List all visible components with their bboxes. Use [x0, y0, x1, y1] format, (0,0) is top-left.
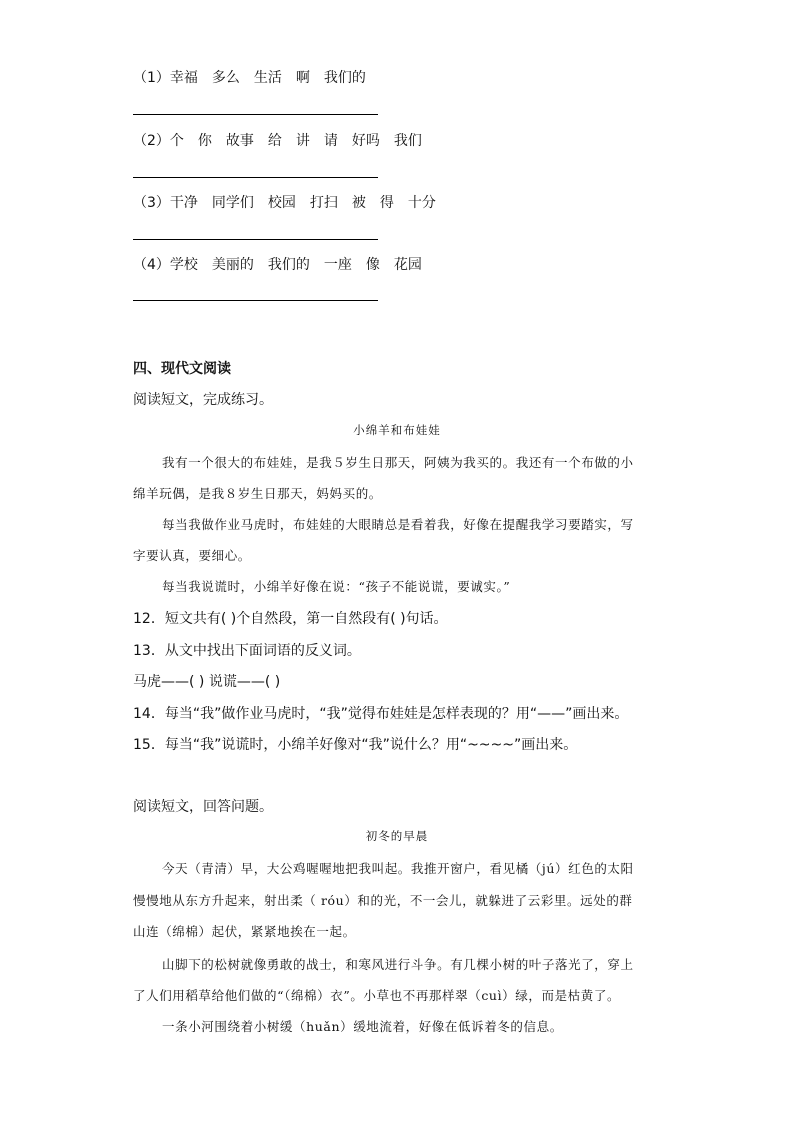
reorder-item-3: [133, 192, 450, 212]
word: 生活: [253, 70, 282, 86]
word: 好吗: [351, 133, 380, 149]
word: 幸福: [169, 70, 198, 86]
word: 像: [365, 257, 380, 273]
answer-line[interactable]: [133, 177, 378, 178]
answer-line[interactable]: [133, 300, 378, 301]
word: 多么: [211, 70, 240, 86]
reorder-item-2: [133, 130, 436, 150]
answer-line[interactable]: [133, 114, 378, 115]
word: 得: [379, 195, 394, 211]
question-14: 14．每当“我”做作业马虎时，“我”觉得布娃娃是怎样表现的？用“——”画出来。: [133, 706, 629, 722]
passage-line: 了人们用稻草给他们做的“（绵棉）衣”。小草也不再那样翠（cuì）绿，而是枯黄了。: [133, 988, 621, 1003]
word: 校园: [267, 195, 296, 211]
passage-line: 一条小河围绕着小树缓（huǎn）缓地流着，好像在低诉着冬的信息。: [162, 1019, 563, 1034]
word: 请: [323, 133, 338, 149]
word: 干净: [169, 195, 198, 211]
reorder-item-4: [133, 254, 436, 274]
passage-line: 慢慢地从东方升起来，射出柔（ róu）和的光，不一会儿，就躲进了云彩里。远处的群: [133, 893, 633, 908]
word: 你: [197, 133, 212, 149]
word: 我们: [393, 133, 422, 149]
word: 啊: [295, 70, 310, 86]
item-number: （3）: [133, 195, 170, 211]
passage-line: 今天（青清）早，大公鸡喔喔地把我叫起。我推开窗户，看见橘（jú）红色的太阳: [162, 861, 634, 876]
section-heading: 四、现代文阅读: [133, 361, 231, 377]
word: 十分: [407, 195, 436, 211]
passage-line: 山脚下的松树就像勇敢的战士，和寒风进行斗争。有几棵小树的叶子落光了，穿上: [162, 957, 634, 972]
question-13-blanks: 马虎——( ) 说谎——( ): [133, 674, 281, 690]
word: 一座: [323, 257, 352, 273]
word: 我们的: [323, 70, 366, 86]
word: 学校: [169, 257, 198, 273]
passage-title: 初冬的早晨: [365, 829, 429, 843]
item-number: （4）: [133, 257, 170, 273]
word: 我们的: [267, 257, 310, 273]
word: 给: [267, 133, 282, 149]
word: 美丽的: [211, 257, 254, 273]
passage-line: 绵羊玩偶，是我８岁生日那天，妈妈买的。: [133, 486, 382, 501]
question-13: 13．从文中找出下面词语的反义词。: [133, 643, 361, 659]
question-15: 15．每当“我”说谎时，小绵羊好像对“我”说什么？用“~~~~”画出来。: [133, 737, 578, 753]
word: 个: [169, 133, 184, 149]
reorder-item-1: [133, 67, 380, 87]
answer-line[interactable]: [133, 239, 378, 240]
item-number: （2）: [133, 133, 170, 149]
passage-line: 字要认真，要细心。: [133, 548, 251, 563]
passage-line: 每当我说谎时，小绵羊好像在说：“孩子不能说谎，要诚实。”: [162, 579, 511, 594]
word: 讲: [295, 133, 310, 149]
item-number: （1）: [133, 70, 170, 86]
word: 花园: [393, 257, 422, 273]
passage-line: 每当我做作业马虎时，布娃娃的大眼睛总是看着我，好像在提醒我学习要踏实，写: [162, 517, 634, 532]
word: 打扫: [309, 195, 338, 211]
passage-line: 山连（绵棉）起伏，紧紧地挨在一起。: [133, 924, 356, 939]
section-instruction: 阅读短文，完成练习。: [133, 392, 273, 408]
word: 同学们: [211, 195, 254, 211]
section-instruction: 阅读短文，回答问题。: [133, 799, 273, 815]
word: 被: [351, 195, 366, 211]
question-12: 12．短文共有( )个自然段，第一自然段有( )句话。: [133, 611, 448, 627]
passage-line: 我有一个很大的布娃娃，是我５岁生日那天，阿姨为我买的。我还有一个布做的小: [162, 455, 634, 470]
passage-title: 小绵羊和布娃娃: [353, 423, 441, 437]
word: 故事: [225, 133, 254, 149]
